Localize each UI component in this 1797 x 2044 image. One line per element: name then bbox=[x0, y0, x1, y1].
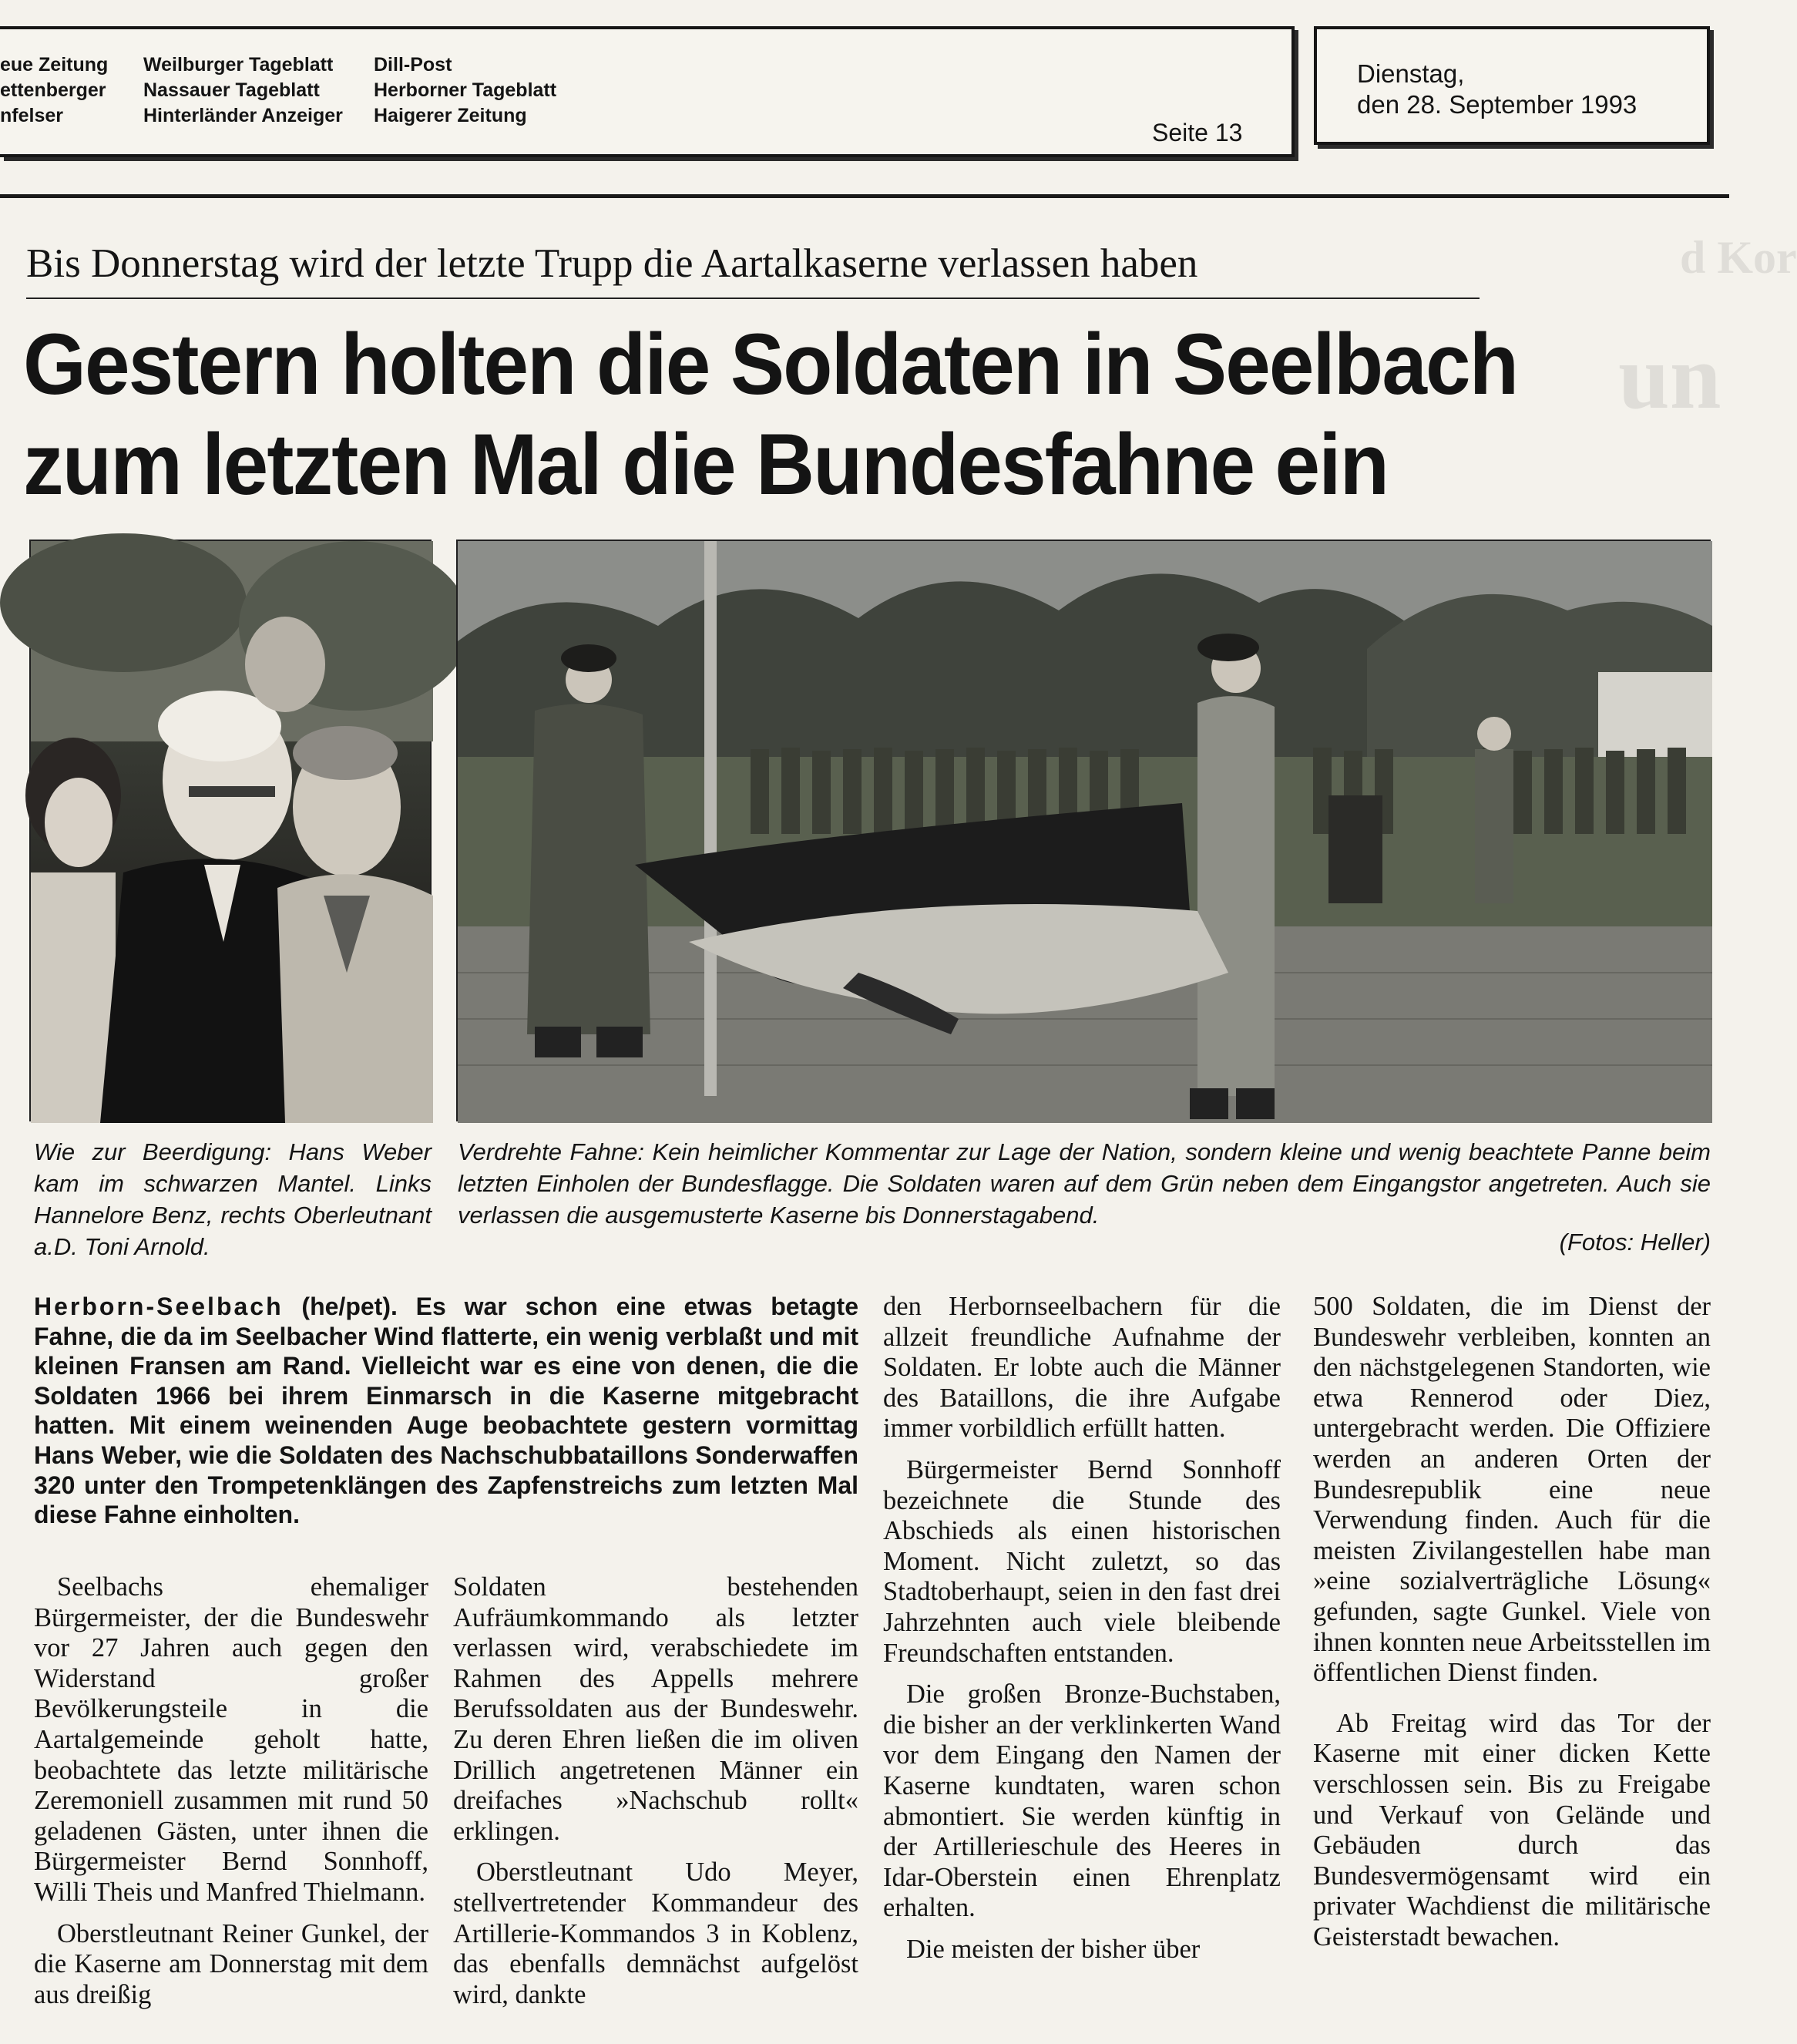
publication-name: Hinterländer Anzeiger bbox=[143, 105, 343, 126]
flag-ceremony-illustration bbox=[458, 541, 1712, 1123]
publication-name: Dill-Post bbox=[374, 54, 452, 76]
body-paragraph: Seelbachs ehemaliger Bürgermeister, der die Bundeswehr vor 27 Jahren auch gegen den Widerstand großer Bevölkerungsteile in die Aartalgemeinde geholt hatte, beobachtete das letzte militärische Zeremoniell zusammen mit rund 50 geladenen Gästen, unter ihnen die Bürgermeister Bernd Sonnhoff, Willi Theis und Manfred Thielmann. bbox=[34, 1572, 428, 1907]
publication-name: Weilburger Tageblatt bbox=[143, 54, 334, 76]
page-number: Seite 13 bbox=[1152, 119, 1243, 146]
body-paragraph: Oberstleutnant Udo Meyer, stellvertretender Kommandeur des Artillerie-Kommandos 3 in Koblenz, das ebenfalls demnächst aufgelöst wird, dankte bbox=[453, 1857, 858, 2009]
publication-list-3 bbox=[374, 52, 556, 129]
body-column-3 bbox=[883, 1292, 1281, 1975]
lead-paragraph bbox=[34, 1292, 858, 1530]
headline-line-1: Gestern holten die Soldaten in Seelbach bbox=[23, 316, 1518, 412]
dateline: Herborn-Seelbach bbox=[34, 1293, 284, 1320]
body-paragraph-continued: Soldaten bestehenden Aufräumkommando als letzter verlassen wird, verabschiedete im Rahmen des Appells mehrere Berufssoldaten aus der Bundeswehr. Zu deren Ehren ließen die im oliven Drillich angetretenen Männer ein dreifaches »Nachschub rollt« erklingen. bbox=[453, 1572, 858, 1846]
body-paragraph: Die großen Bronze-Buchstaben, die bisher an der verklinkerten Wand vor dem Eingang den Namen der Kaserne kundtaten, waren schon abmontiert. Sie werden künftig in der Artillerieschule des Heeres in Idar-Oberstein einen Ehrenplatz erhalten. bbox=[883, 1679, 1281, 1923]
photo-spectators bbox=[29, 540, 432, 1121]
body-column-4 bbox=[1313, 1292, 1711, 1963]
body-paragraph: Bürgermeister Bernd Sonnhoff bezeichnete die Stunde des Abschieds als einen historischen Moment. Nicht zuletzt, so das Stadtoberhaupt, seien in den fast drei Jahrzehnten auch viele bleibende Freundschaften entstanden. bbox=[883, 1454, 1281, 1668]
body-paragraph: Oberstleutnant Reiner Gunkel, der die Kaserne am Donnerstag mit dem aus dreißig bbox=[34, 1918, 428, 2009]
issue-date: den 28. September 1993 bbox=[1357, 90, 1637, 119]
weekday: Dienstag, bbox=[1357, 59, 1465, 88]
publication-name: ettenberger bbox=[0, 79, 106, 101]
publication-name: Haigerer Zeitung bbox=[374, 105, 527, 126]
header-rule bbox=[0, 194, 1729, 198]
photo-flag-ceremony bbox=[456, 540, 1711, 1121]
body-paragraph-continued: 500 Soldaten, die im Dienst der Bundeswehr verbleiben, konnten an den nächstgelegenen Standorten, wie etwa Rennerod oder Diez, untergebracht werden. Die Offiziere werden an anderen Orten der Bundesrepublik eine neue Verwendung finden. Auch für die meisten Zivilangestellen habe man »eine sozialverträgliche Lösung« gefunden, sagte Gunkel. Viele von ihnen konnten neue Arbeitsstellen im öffentlichen Dienst finden. bbox=[1313, 1292, 1711, 1688]
bleed-through-text: d Kor bbox=[1680, 232, 1797, 283]
body-paragraph: Ab Freitag wird das Tor der Kaserne mit einer dicken Kette verschlossen sein. Bis zu Freigabe und Verkauf von Gelände und Gebäuden durch das Bundesvermögensamt wird ein privater Wachdienst die militärische Geisterstadt bewachen. bbox=[1313, 1708, 1711, 1952]
body-paragraph: Die meisten der bisher über bbox=[906, 1934, 1201, 1964]
spectators-illustration bbox=[31, 541, 433, 1123]
publication-list-2 bbox=[143, 52, 343, 129]
photo-left-caption: Wie zur Beerdigung: Hans Weber kam im schwarzen Mantel. Links Hannelore Benz, rechts Oberleutnant a.D. Toni Arnold. bbox=[34, 1138, 432, 1260]
body-column-1 bbox=[34, 1572, 428, 2021]
main-headline bbox=[23, 314, 1517, 515]
publication-name: Nassauer Tageblatt bbox=[143, 79, 320, 101]
photo-credit: (Fotos: Heller) bbox=[1559, 1229, 1711, 1256]
publication-name: eue Zeitung bbox=[0, 54, 109, 76]
kicker-headline: Bis Donnerstag wird der letzte Trupp die Aartalkaserne verlassen haben bbox=[26, 240, 1480, 299]
publication-name: nfelser bbox=[0, 105, 63, 126]
photo-main-caption: Verdrehte Fahne: Kein heimlicher Kommentar zur Lage der Nation, sondern kleine und wenig beachtete Panne beim letzten Einholen der Bundesflagge. Die Soldaten waren auf dem Grün neben dem Eingangstor angetreten. Auch sie verlassen die ausgemusterte Kaserne bis Donnerstagabend. bbox=[458, 1138, 1711, 1229]
publication-name: Herborner Tageblatt bbox=[374, 79, 557, 101]
masthead bbox=[0, 26, 1295, 157]
publication-list-1 bbox=[0, 52, 108, 129]
date-box bbox=[1314, 26, 1710, 145]
body-paragraph-continued: den Herbornseelbachern für die allzeit freundliche Aufnahme der Soldaten. Er lobte auch die Männer des Bataillons, die ihre Aufgabe immer vorbildlich erfüllt hatten. bbox=[883, 1292, 1281, 1444]
body-column-2 bbox=[453, 1572, 858, 2021]
headline-line-2: zum letzten Mal die Bundesfahne ein bbox=[23, 416, 1389, 513]
bleed-through-text: un bbox=[1618, 325, 1721, 428]
lead-text: (he/pet). Es war schon eine etwas betagte Fahne, die da im Seelbacher Wind flatterte, ein wenig verblaßt und mit kleinen Fransen am Rand. Vielleicht war es eine von denen, die die Soldaten 1966 bei ihrem Einmarsch in die Kaserne mitgebracht hatten. Mit einem weinenden Auge beobachtete gestern vormittag Hans Weber, wie die Soldaten des Nachschubbataillons Sonderwaffen 320 unter den Trompetenklängen des Zapfenstreichs zum letzten Mal diese Fahne einholten. bbox=[34, 1293, 858, 1529]
